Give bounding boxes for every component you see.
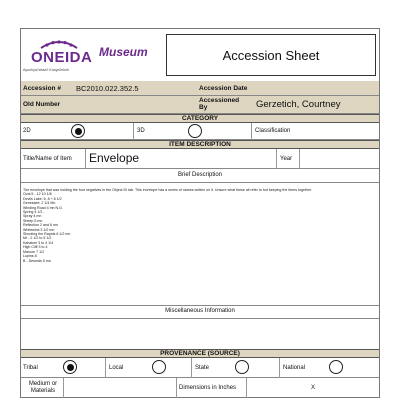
provenance-local-label: Local xyxy=(109,365,124,371)
accessioned-by-label: Accessioned By xyxy=(199,97,240,111)
divider xyxy=(191,358,192,378)
provenance-row xyxy=(21,358,379,378)
accession-row xyxy=(21,81,379,96)
accession-date-field[interactable] xyxy=(256,84,376,94)
brief-description-line: B - Desmds 5 mn xyxy=(23,258,51,263)
brief-description-line: Mr - 2 1/2 to 5 1/2 xyxy=(23,236,52,241)
brief-description-line: Winding Road 4 mn N.G. xyxy=(23,205,63,210)
brief-description-line: Devils Lake: 6, 8 + 8 1/2 xyxy=(23,196,62,201)
category-row xyxy=(21,123,379,140)
accession-number-label: Accession # xyxy=(23,85,61,92)
dimensions-width-field[interactable] xyxy=(249,380,309,396)
accession-number-field[interactable]: BC2010.022.352.5 xyxy=(76,84,139,93)
page-title: Accession Sheet xyxy=(166,34,376,76)
logo-tagline: Ayunhyaʔahsaʔ Kanyaʔnkeh xyxy=(23,68,70,72)
old-number-row xyxy=(21,96,379,114)
item-title-label: Title/Name of Item xyxy=(23,156,72,162)
brief-description-line: Spring 4 1/2 - xyxy=(23,210,45,215)
medium-field[interactable] xyxy=(67,380,172,396)
brief-description-line: Shooting the Rapids 6 1/2 mn xyxy=(23,232,71,237)
brief-description-line: Whitewins 3 1/2 mn xyxy=(23,227,55,232)
year-field[interactable] xyxy=(303,152,375,166)
old-number-label: Old Number xyxy=(23,101,61,108)
dimensions-separator: X xyxy=(311,385,316,391)
provenance-national-label: National xyxy=(283,365,306,371)
divider xyxy=(21,305,379,306)
divider xyxy=(133,123,134,140)
brief-description-label: Brief Description xyxy=(177,172,222,178)
logo-text: ONEIDA xyxy=(31,49,93,66)
provenance-header: PROVENANCE (SOURCE) xyxy=(21,349,379,358)
brief-description-line: Maroon 7 1/2 xyxy=(23,249,45,254)
brief-description-line: Oval 5 - 12 10 1/8 xyxy=(23,192,52,197)
medium-label: Medium or Materials xyxy=(28,381,58,394)
logo-beadwork-icon xyxy=(39,39,79,49)
brief-description-line: The envelope that was holding the four negatives in the Object ID tab. This envelope has a series of names written on it. Unsure what these all refer to but keeping the items together. xyxy=(23,188,312,192)
category-2d-radio[interactable] xyxy=(71,124,85,138)
brief-description-line: Kahakee 3 to 4 1/4 xyxy=(23,240,54,245)
provenance-state-label: State xyxy=(195,365,210,371)
divider xyxy=(63,378,64,398)
classification-field[interactable] xyxy=(301,125,376,138)
item-description-header: ITEM DESCRIPTION xyxy=(21,140,379,149)
accessioned-by-field[interactable]: Gerzetich, Courtney xyxy=(256,99,341,110)
provenance-tribal-radio[interactable] xyxy=(63,360,77,374)
divider xyxy=(85,149,86,169)
oneida-logo xyxy=(21,29,101,81)
medium-row xyxy=(21,378,379,398)
accession-date-label: Accession Date xyxy=(199,85,248,92)
radio-selected-dot xyxy=(67,364,74,371)
year-label: Year xyxy=(280,156,293,162)
museum-label: Museum xyxy=(99,45,148,59)
divider xyxy=(21,182,379,183)
brief-description-line: Lupins 8 xyxy=(23,254,37,259)
radio-selected-dot xyxy=(75,128,82,135)
brief-description-text[interactable] xyxy=(23,188,373,263)
provenance-tribal-label: Tribal xyxy=(23,365,38,371)
divider xyxy=(279,358,280,378)
category-header: CATEGORY xyxy=(21,114,379,123)
divider xyxy=(276,149,277,169)
classification-label: Classification xyxy=(255,128,291,134)
divider xyxy=(299,149,300,169)
brief-description-line: Sheep 5 mn xyxy=(23,218,43,223)
item-title-field[interactable]: Envelope xyxy=(89,151,140,165)
divider xyxy=(21,318,379,319)
accession-sheet xyxy=(20,28,380,398)
provenance-national-radio[interactable] xyxy=(329,360,343,374)
divider xyxy=(105,358,106,378)
brief-description-line: Genessee: 2 1/4 Mn xyxy=(23,201,56,206)
category-2d-label: 2D xyxy=(23,128,31,134)
brief-description-line: Spray 4 mn xyxy=(23,214,42,219)
divider xyxy=(246,378,247,398)
divider xyxy=(251,123,252,140)
dimensions-height-field[interactable] xyxy=(321,380,376,396)
brief-description-line: High Cliff 3 to 4 xyxy=(23,245,48,250)
old-number-field[interactable] xyxy=(76,98,191,112)
item-title-row xyxy=(21,149,379,169)
divider xyxy=(176,378,177,398)
category-3d-label: 3D xyxy=(137,128,145,134)
brief-description-line: Reflection 2 and 6 mn xyxy=(23,223,58,228)
provenance-state-radio[interactable] xyxy=(235,360,249,374)
misc-info-label: Miscellaneous Information xyxy=(165,308,235,314)
category-3d-radio[interactable] xyxy=(188,124,202,138)
provenance-local-radio[interactable] xyxy=(152,360,166,374)
dimensions-label: Dimensions in Inches xyxy=(179,385,237,391)
